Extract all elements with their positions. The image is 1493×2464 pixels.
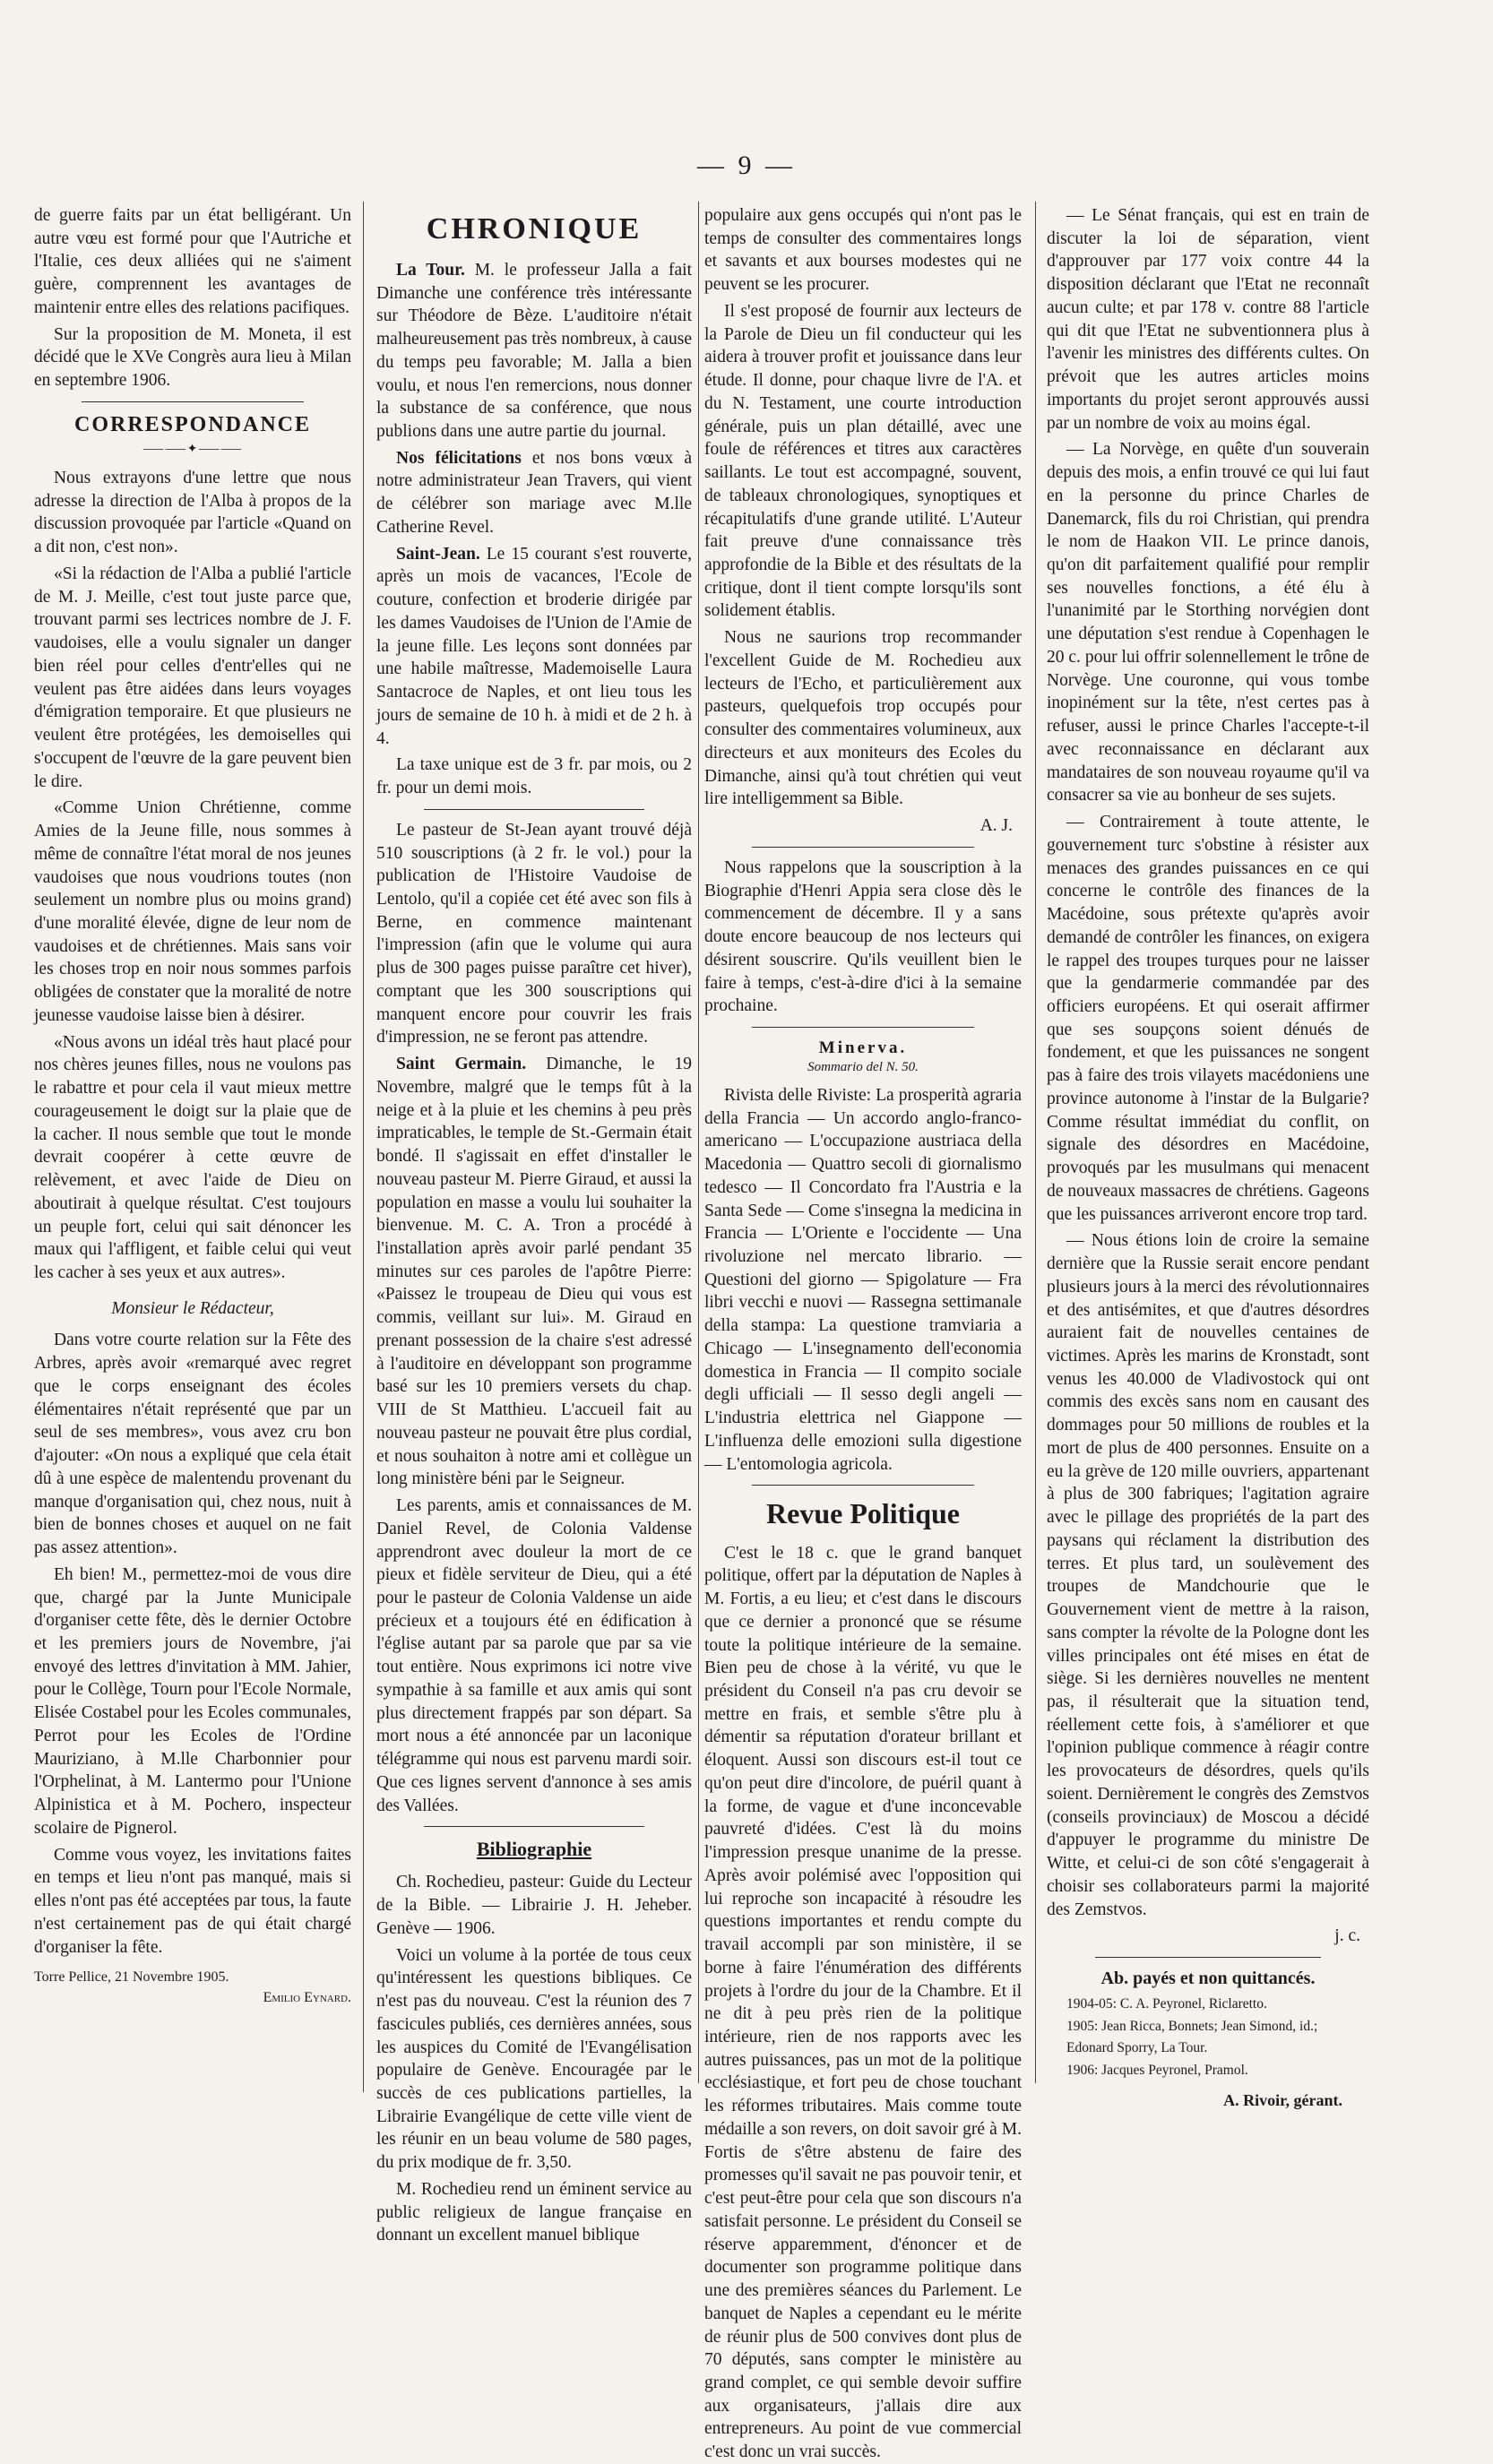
item-lead: Nos félicitations bbox=[396, 448, 522, 468]
paragraph: Comme vous voyez, les invitations faites en temps et lieu n'ont pas manqué, mais si elles n'ont pas été acceptées par tous, la faute n'est certainement pas de qui était chargé d'organiser la fête. bbox=[34, 1845, 351, 1957]
subscription-line: 1904-05: C. A. Peyronel, Riclaretto. bbox=[1066, 1996, 1267, 2012]
gerant-signature: A. Rivoir, gérant. bbox=[1223, 2091, 1342, 2110]
correspondance-heading: CORRESPONDANCE bbox=[73, 412, 311, 436]
news-item bbox=[376, 447, 692, 539]
paragraph: de guerre faits par un état belligérant. Un autre vœu est formé pour que l'Autriche et l'Italie, ces deux alliées qui ne s'aiment guère, comprennent les avantages de maintenir entre elles des relations pacifiques. bbox=[34, 206, 351, 317]
paragraph: Nous rappelons que la souscription à la Biographie d'Henri Appia sera close dès le commencement de décembre. Il y a sans doute encore beaucoup de nos lecteurs qui désirent souscrire. Qu'ils veuillent bien le faire à temps, c'est-à-dire d'ici à la semaine prochaine. bbox=[704, 857, 1022, 1016]
paragraph: Nous ne saurions trop recommander l'excellent Guide de M. Rochedieu aux lecteurs de l'Echo, et particulièrement aux pasteurs, quelquefois trop occupés pour consulter des commentaires volumineux, aux directeurs et aux moniteurs des Ecoles du Dimanche, ainsi qu'à tout chrétien qui veut lire intelligemment sa Bible. bbox=[704, 628, 1022, 809]
author-signature: Emilio Eynard. bbox=[263, 1990, 351, 2006]
divider bbox=[424, 809, 644, 810]
paragraph: — Contrairement à toute attente, le gouvernement turc s'obstine à résister aux menaces des grandes puissances en ce qui concerne le contrôle des finances de la Macédoine, sous prétexte qu'après avoir demandé de contrôler les finances, on exigera le rappel des troupes turques pour ne laisser que la gendarmerie commandée par des officiers européens. Et qui oserait affirmer que ses soupçons soient dénués de fondement, et que les puissances ne songent pas à faire des trois vilayets macédoniens une province autonome à l'instar de la Bulgarie? Comme résultat immédiat du conflit, on signale des désordres en Macédoine, provoqués par les musulmans qui menacent de nouveaux massacres de chrétiens. Gageons que les puissances arriveront encore trop tard. bbox=[1047, 813, 1369, 1224]
column-rule bbox=[698, 202, 699, 2083]
subscriptions-heading: Ab. payés et non quittancés. bbox=[1100, 1969, 1316, 1989]
salutation: Monsieur le Rédacteur, bbox=[111, 1298, 274, 1318]
minerva-subheading: Sommario del N. 50. bbox=[807, 1060, 919, 1075]
subscription-line: 1906: Jacques Peyronel, Pramol. bbox=[1066, 2062, 1248, 2078]
subscription-line: 1905: Jean Ricca, Bonnets; Jean Simond, id.; bbox=[1066, 2018, 1318, 2034]
item-lead: Saint Germain. bbox=[396, 1055, 527, 1074]
divider bbox=[1095, 1957, 1321, 1958]
divider bbox=[752, 1485, 974, 1486]
signature: j. c. bbox=[1334, 1926, 1360, 1946]
news-item bbox=[376, 259, 692, 444]
paragraph: populaire aux gens occupés qui n'ont pas le temps de consulter des commentaires longs et savants et aux bourses modestes qui ne peuvent se les procurer. bbox=[704, 206, 1022, 295]
column-1 bbox=[34, 204, 351, 2095]
column-rule bbox=[363, 202, 364, 2092]
paragraph: — Nous étions loin de croire la semaine dernière que la Russie serait encore pendant plusieurs jours à la merci des révolutionnaires et des antisémites, et que d'autres désordres auraient fait de nouvelles centaines de victimes. Après les marins de Kronstadt, sont venus les 40.000 de Vladivostock qui ont commis des excès sans nom en causant des dommages pour 50 millions de roubles et la mort de plus de 400 personnes. Ensuite on a eu la grève de 120 mille ouvriers, appartenant à plus de 300 fabriques; l'agitation agraire avec le pillage des propriétés de la part des paysans qui réclament la distribution des terres. Et plus tard, un soulèvement des troupes de Mandchourie que le Gouvernement vient de mettre à la raison, sans compter la révolte de la Pologne dont les villes principales ont été mises en état de siège. Si les dernières nouvelles ne mentent pas, il résulterait que la situation tend, réellement cette fois, à s'améliorer et que l'opinion publique commence à réagir contre les provocateurs de désordres, quels qu'ils soient. Dernièrement le congrès des Zemstvos (conseils provinciaux) de Moscou a décidé d'appuyer le programme du ministre De Witte, et celui-ci de son côté s'engagerait à choisir ses collaborateurs parmi la majorité des Zemstvos. bbox=[1047, 1231, 1369, 1919]
item-text: Le pasteur de St-Jean ayant trouvé déjà 510 souscriptions (à 2 fr. le vol.) pour la publication de l'Histoire Vaudoise de Lentolo, qu'il a copiée cet été avec son fils à Berne, en commence maintenant l'impression (afin que le volume qui aura plus de 300 pages puisse paraître cet hiver), comptant que les 300 souscriptions qui manquent encore pour couvrir les frais d'impression, ne se feront pas attendre. bbox=[376, 820, 692, 1047]
subscription-line: Edonard Sporry, La Tour. bbox=[1066, 2040, 1208, 2056]
signature: A. J. bbox=[980, 816, 1013, 836]
revue-politique-heading: Revue Politique bbox=[766, 1497, 960, 1530]
paragraph: — Le Sénat français, qui est en train de discuter la loi de séparation, vient d'approuver par 177 voix contre 44 la disposition déclarant que l'Etat ne reconnaît aucun culte; et par 178 v. contre 88 l'article qui dit que l'Etat ne subventionnera plus à l'avenir les ministres des différents cultes. On prévoit que les autres articles moins importants du projet seront approuvés aussi par un nombre de voix au moins égal. bbox=[1047, 206, 1369, 433]
chronique-heading: CHRONIQUE bbox=[426, 212, 643, 246]
ornament-divider: ⸺⸺✦⸺⸺ bbox=[142, 442, 243, 456]
item-text: Le 15 courant s'est rouverte, après un mois de vacances, l'Ecole de couture, confection et broderie dirigée par les dames Vaudoises de l'Union de l'Amie de la jeune fille. Les leçons sont données par une habile maîtresse, Mademoiselle Laura Santacroce de Naples, et ont lieu tous les jours de semaine de 10 h. à midi et de 2 h. à 4. bbox=[376, 544, 692, 748]
item-text: La taxe unique est de 3 fr. par mois, ou 2 fr. pour un demi mois. bbox=[376, 755, 692, 798]
divider bbox=[752, 847, 974, 848]
paragraph: Sur la proposition de M. Moneta, il est décidé que le XVe Congrès aura lieu à Milan en septembre 1906. bbox=[34, 324, 351, 391]
item-lead: Saint-Jean. bbox=[396, 544, 480, 564]
paragraph: Ch. Rochedieu, pasteur: Guide du Lecteur de la Bible. — Librairie J. H. Jeheber. Genève — 1906. bbox=[376, 1873, 692, 1938]
paragraph: «Nous avons un idéal très haut placé pour nos chères jeunes filles, nous ne voulons pas le rabattre et pour cela il vaut mieux mettre courageusement le doigt sur la plaie que de la cacher. Il nous semble que tout le monde devrait coopérer à cette œuvre de relèvement, et avec l'aide de Dieu on aboutirait à quelque résultat. C'est toujours un peuple fort, celui qui sait dénoncer les maux qui l'affligent, et faible celui qui veut les cacher à ses yeux et aux autres». bbox=[34, 1032, 351, 1282]
divider bbox=[82, 401, 304, 402]
paragraph: Rivista delle Riviste: La prosperità agraria della Francia — Un accordo anglo-franco-americano — L'occupazione austriaca della Macedonia — Quattro secoli di giornalismo tedesco — Il Concordato fra l'Austria e la Santa Sede — Come s'insegna la medicina in Francia — L'Oriente e l'occidente — Una rivoluzione nel mercato librario. — Questioni del giorno — Spigolature — Fra libri vecchi e nuovi — Rassegna settimanale della stampa: La questione tramviaria a Chicago — L'insegnamento dell'economia domestica in Francia — Il compito sociale degli ufficiali — Il sesso degli angeli — L'industria elettrica nel Giappone — L'influenza delle emozioni sulla digestione — L'entomologia agricola. bbox=[704, 1085, 1022, 1474]
news-item bbox=[376, 1053, 692, 1491]
page-number: — 9 — bbox=[697, 151, 796, 180]
divider bbox=[752, 1027, 974, 1028]
paragraph: C'est le 18 c. que le grand banquet politique, offert par la députation de Naples à M. Fortis, a eu lieu; et c'est dans le discours que ce dernier a prononcé que se résume toute la politique intérieure de la semaine. Bien peu de chose à la vérité, vu que le président du Conseil n'a pas cru devoir se mettre en frais, et semble s'être plu à démentir sa réputation d'orateur brillant et éloquent. Aussi son discours est-il tout ce qu'on peut dire d'incolore, de puéril quant à la forme, de vague et d'une inconcevable pauvreté d'idées. C'est là du moins l'impression presque unanime de la presse. Après avoir polémisé avec l'opposition qui lui reproche son incapacité à résoudre les questions importantes et rendu compte du travail accompli par son ministère, il se borne à faire l'énumération des différents projets à l'ordre du jour de la Chambre. Et il ne dit à peu près rien de la politique intérieure, rien de nos rapports avec les autres puissances, pas un mot de la politique ecclésiastique, et fort peu de chose touchant les réformes tributaires. Mais comme toute médaille a son revers, on doit savoir gré à M. Fortis de s'être abstenu de faire des promesses qu'il savait ne pas pouvoir tenir, et c'est peut-être pour cela que son discours n'a satisfait personne. Le président du Conseil se réserve apparemment, d'énoncer et de documenter son programme politique dans une des premières séances du Parlement. Le banquet de Naples a cependant eu le mérite de réunir plus de 500 convives dont plus de 70 députés, sans compter le ministère au grand complet, ce qui semble devoir suffire aux organisateurs, j'allais dire aux entrepreneurs. Au point de vue commercial c'est donc un vrai succès. bbox=[704, 1543, 1022, 2462]
paragraph: Il s'est proposé de fournir aux lecteurs de la Parole de Dieu un fil conducteur qui les aidera à trouver profit et jouissance dans leur étude. Il donne, pour chaque livre de l'A. et du N. Testament, une courte introduction générale, puis un plan détaillé, avec une foule de références et titres aux caractères saillants. Le tout est accompagné, souvent, de tableaux chronologiques, synoptiques et récapitulatifs d'une grande utilité. L'Auteur fait preuve d'une connaissance très approfondie de la Bible et des résultats de la critique, dont il tient compte lorsqu'ils sont solidement établis. bbox=[704, 301, 1022, 621]
paragraph: «Comme Union Chrétienne, comme Amies de la Jeune fille, nous sommes à même de connaître l'état moral de nos jeunes vaudoises que nous voudrions toutes (non seulement un nombre plus ou moins grand) d'une moralité élevée, digne de leur nom de vaudoises et de chrétiennes. Mais sans voir les choses trop en noir nous sommes parfois obligées de constater que la moralité de notre jeunesse vaudoise laisse bien à désirer. bbox=[34, 798, 351, 1025]
minerva-heading: Minerva. bbox=[818, 1038, 908, 1057]
paragraph: Nous extrayons d'une lettre que nous adresse la direction de l'Alba à propos de la discussion provoquée par l'article «Quand on a dit non, c'est non». bbox=[34, 469, 351, 557]
item-text: Dimanche, le 19 Novembre, malgré que le temps fût à la neige et à la pluie et les chemins à peu près impraticables, le temple de St.-Germain était bondé. Il s'agissait en effet d'installer le nouveau pasteur M. Pierre Giraud, et aussi la population en masse a voulu lui souhaiter la bienvenue. M. C. A. Tron a procédé à l'installation après avoir parlé pendant 35 minutes sur ces paroles de l'apôtre Pierre: «Paissez le troupeau de Dieu qui vous est commis, veillant sur lui». M. Giraud en prenant possession de la chaire s'est adressé à l'auditoire en développant son programme basé sur les 10 premiers versets du chap. VIII de St Matthieu. L'accueil fait au nouveau pasteur ne pouvait être plus cordial, et nous souhaiton à notre ami et collègue un long ministère béni par le Seigneur. bbox=[376, 1055, 692, 1489]
paragraph: Eh bien! M., permettez-moi de vous dire que, chargé par la Junte Municipale d'organiser cette fête, dès le dernier Octobre et les premiers jours de Novembre, j'ai envoyé des lettres d'invitation à MM. Jahier, pour le Collège, Tourn pour l'Ecole Normale, Elisée Costabel pour les Ecoles communales, Perrot pour les Ecoles de l'Ordine Mauriziano, à M.lle Charbonnier pour l'Orphelinat, à M. Lantermo pour l'Unione Alpinistica et à M. Pochero, inspecteur scolaire de Pignerol. bbox=[34, 1564, 351, 1838]
item-lead: La Tour. bbox=[396, 260, 465, 280]
paragraph: — La Norvège, en quête d'un souverain depuis des mois, a enfin trouvé ce qui lui faut en la personne du prince Charles de Danemarck, fils du roi Christian, qui prendra le nom de Haakon VII. Le prince danois, qu'on dit parfaitement qualifié pour remplir ses nouvelles fonctions, a été élu à l'unanimité par le Storthing norvégien dont une députation s'est rendue à Copenhagen le 20 c. pour lui offrir solennellement le trône de Norvège. Une couronne, qui vous tombe inopinément sur la tête, n'est certes pas à refuser, aussi le prince Charles l'accepte-t-il avec reconnaissance en déclarant aux mandataires de son nouveau royaume qu'il va consacrer sa vie au bonheur de ses sujets. bbox=[1047, 440, 1369, 806]
paragraph: «Si la rédaction de l'Alba a publié l'article de M. J. Meille, c'est tout juste parce que, trouvant parmi ses lectrices nombre de J. F. vaudoises, elle a voulu signaler un danger bien réel pour celles d'entr'elles qui ne veulent pas être aidées dans leurs voyages d'émigration temporaire. Et que plusieurs ne veulent être protégées, les demoiselles qui s'occupent de l'œuvre de la gare peuvent bien le dire. bbox=[34, 564, 351, 791]
news-item bbox=[376, 754, 692, 799]
bibliographie-heading: Bibliographie bbox=[476, 1838, 592, 1861]
news-item bbox=[376, 819, 692, 1049]
divider bbox=[424, 1826, 644, 1827]
paragraph: Voici un volume à la portée de tous ceux qu'intéressent les questions bibliques. Ce n'est pas du nouveau. C'est la réunion des 7 fascicules publiés, ces dernières années, sous les auspices du Comité de l'Evangélisation populaire de Genève. Encouragée par le succès de ces publications partielles, la Librairie Evangélique de cette ville vient de les réunir en un beau volume de 580 pages, du prix modique de fr. 3,50. bbox=[376, 1945, 692, 2173]
paragraph: Dans votre courte relation sur la Fête des Arbres, après avoir «remarqué avec regret que le corps enseignant des écoles élémentaires n'était représenté que par un seul de ses membres», vous avez cru bon d'ajouter: «On nous a expliqué que cela était dû à une espèce de malentendu provenant du manque d'organisation qui, chez nous, nuit à bien de bonnes choses et auquel on ne fait pas assez attention». bbox=[34, 1331, 351, 1558]
item-text: Les parents, amis et connaissances de M. Daniel Revel, de Colonia Valdense apprendront avec douleur la mort de ce pieux et fidèle serviteur de Dieu, qui a été pour le pasteur de Colonia Valdense un aide précieux et a toujours été en édification à l'église autant par sa parole que par sa vie tout entière. Nous exprimons ici notre vive sympathie à sa famille et aux amis qui sont plus directement frappés par son départ. Sa mort nous a été annoncée par un laconique télégramme qui nous est parvenu mardi soir. Que ces lignes servent d'annonce à ses amis des Vallées. bbox=[376, 1496, 692, 1815]
column-3 bbox=[704, 204, 1022, 2462]
column-rule bbox=[1035, 202, 1036, 2083]
paragraph: M. Rochedieu rend un éminent service au public religieux de langue française en donnant un excellent manuel biblique bbox=[376, 2179, 692, 2245]
news-item bbox=[376, 543, 692, 751]
news-item bbox=[376, 1495, 692, 1817]
item-text: et nos bons vœux à notre administrateur Jean Travers, qui vient de célébrer son mariage avec M.lle Catherine Revel. bbox=[376, 448, 692, 537]
column-4 bbox=[1047, 204, 1369, 2110]
item-text: M. le professeur Jalla a fait Dimanche une conférence très intéressante sur Théodore de Bèze. L'auditoire n'était malheureusement pas très nombreux, à cause du temps peu favorable; M. Jalla a bien voulu, et nous l'en remercions, nous donner la substance de sa conférence, que nous publions dans une autre partie du journal. bbox=[376, 260, 692, 442]
column-2 bbox=[376, 204, 692, 2245]
dateline: Torre Pellice, 21 Novembre 1905. bbox=[34, 1969, 229, 1986]
